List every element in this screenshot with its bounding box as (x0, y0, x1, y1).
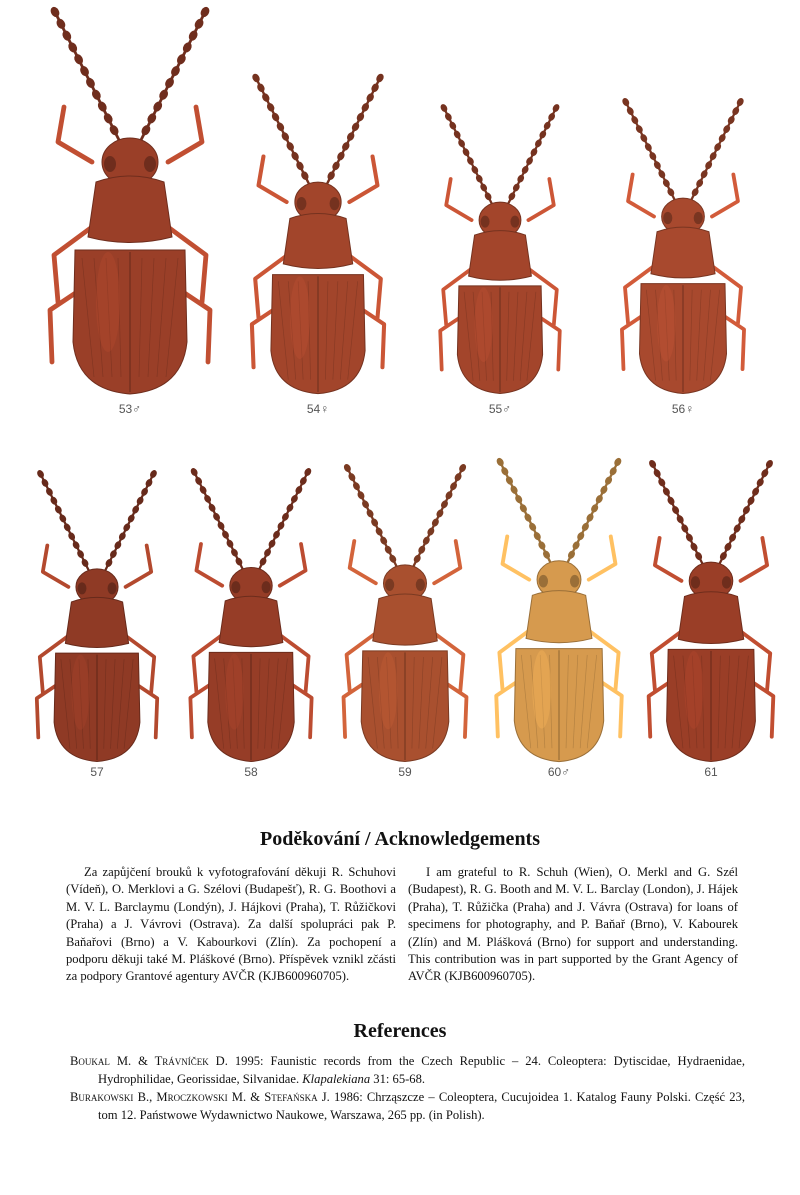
reference-text: 1986: Chrząszcze – Coleoptera, Cucujoidea 1. Katalog Fauny Polski. Część 23, tom 12. Państwowe Wydawnictwo Naukowe, Warszawa, 265 pp. (in Polish). (98, 1090, 745, 1122)
figure-label-row2: 58 (244, 765, 258, 779)
beetle-specimen-0 (49, 5, 211, 394)
acknowledgements-english (408, 864, 738, 986)
acknowledgements-czech-text: Za zapůjčení brouků k vyfotografování děkuji R. Schuhovi (Vídeň), O. Merklovi a G. Szélovi (Budapešť), R. G. Boothovi a M. V. L. Barclaymu (Londýn), J. Hájkovi (Praha), T. Růžičkovi (Praha) a J. Vávrovi (Ostrava). Za další spolupráci pak P. Baňařovi (Brno) a V. Kabourkovi (Zlín). Za pochopení a podporu děkuji také M. Pláškové (Brno). Příspěvek vznikl zčásti za podpory Grantové agentury AVČR (KJB600960705). (66, 865, 396, 984)
references-title: References (353, 1020, 447, 1042)
figure-label-row1: 54♀ (306, 402, 330, 416)
beetle-specimen-8 (648, 459, 775, 762)
acknowledgements-title: Poděkování / Acknowledgements (259, 828, 541, 850)
figure-label-row2: 57 (90, 765, 104, 779)
beetle-specimen-5 (189, 467, 312, 762)
figure-label-row1: 53♂ (118, 402, 142, 416)
reference-tail: 31: 65-68. (373, 1072, 426, 1086)
beetle-specimen-3 (621, 97, 745, 394)
reference-item (70, 1052, 745, 1088)
reference-list (70, 1052, 745, 1124)
reference-item (70, 1088, 745, 1124)
beetle-specimen-2 (439, 103, 561, 394)
figure-label-row2: 61 (704, 765, 718, 779)
figure-label-row1: 56♀ (671, 402, 695, 416)
figure-label-row1: 55♂ (488, 402, 512, 416)
reference-authors: Burakowski B., Mroczkowski M. & Stefańska J. (70, 1090, 330, 1104)
beetle-specimen-4 (36, 469, 158, 762)
beetle-specimen-7 (495, 457, 623, 762)
reference-text: 1995: Faunistic records from the Czech Republic – 24. Coleoptera: Dytiscidae, Hydraenidae, Hydrophilidae, Georissidae, Silvanidae. (98, 1054, 745, 1086)
acknowledgements-english-text: I am grateful to R. Schuh (Wien), O. Merkl and G. Szél (Budapest), R. G. Booth and M. V. L. Barclay (London), J. Hájek (Praha), T. Růžička (Praha) and J. Vávra (Ostrava) for loans of specimens for photography, and P. Baňař (Brno), V. Kabourek (Zlín) and M. Plášková (Brno) for support and understanding. This contribution was in part supported by the Grant Agency of AVČR (KJB600960705). (408, 865, 738, 984)
acknowledgements-czech (66, 864, 396, 986)
reference-journal: Klapalekiana (302, 1072, 371, 1086)
reference-authors: Boukal M. & Trávníček D. (70, 1054, 228, 1068)
figure-label-row2: 60♂ (547, 765, 571, 779)
beetle-specimen-1 (251, 72, 385, 393)
beetle-specimen-6 (343, 463, 468, 762)
figure-label-row2: 59 (398, 765, 412, 779)
